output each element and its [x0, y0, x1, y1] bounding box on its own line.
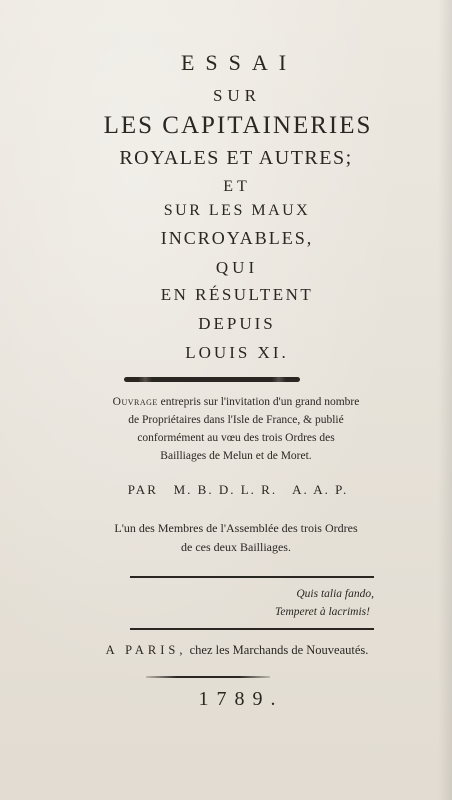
imprint-publisher: chez les Marchands de Nouveautés.	[186, 643, 369, 657]
imprint-line	[0, 643, 452, 658]
title-en-resultent: EN RÉSULTENT	[160, 285, 314, 304]
author-initials: PAR M. B. D. L. R. A. A. P.	[127, 482, 349, 497]
title-sur: SUR	[212, 86, 262, 105]
title-et: ET	[223, 178, 251, 195]
ornamental-rule	[124, 377, 300, 382]
epigraph-line-1: Quis talia fando,	[296, 588, 374, 600]
author-role-line-2: de ces deux Bailliages.	[181, 540, 291, 554]
short-rule	[146, 676, 270, 678]
description-paragraph	[0, 393, 452, 465]
title-incroyables: INCROYABLES,	[160, 228, 314, 248]
description-line-3: conformément au vœu des trois Ordres des	[137, 432, 335, 444]
title-essai: ESSAI	[180, 50, 298, 75]
author-role-line-1: L'un des Membres de l'Assemblée des trois Ordres	[114, 521, 358, 535]
publication-year: 1789.	[198, 688, 284, 710]
description-line-1-rest: entrepris sur l'invitation d'un grand nombre	[157, 396, 360, 408]
title-royales: ROYALES ET AUTRES;	[119, 147, 353, 169]
description-lead-word: Ouvrage	[112, 396, 158, 408]
title-louis-xi: LOUIS XI.	[185, 343, 289, 362]
author-role	[0, 519, 452, 557]
imprint-city: A PARIS,	[105, 643, 187, 657]
title-qui: QUI	[215, 258, 259, 277]
description-line-1	[20, 393, 452, 411]
title-sur-les-maux: SUR LES MAUX	[163, 202, 311, 219]
title-depuis: DEPUIS	[198, 314, 276, 333]
description-line-4: Bailliages de Melun et de Moret.	[160, 450, 312, 462]
page-edge-shadow	[438, 0, 452, 800]
epigraph-line-2: Temperet à lacrimis!	[275, 606, 370, 618]
title-capitaineries: LES CAPITAINERIES	[103, 112, 373, 139]
divider-rule-bottom	[130, 628, 374, 630]
description-line-2: de Propriétaires dans l'Isle de France, & publié	[128, 414, 344, 426]
author-line	[0, 482, 452, 498]
divider-rule-top	[130, 576, 374, 578]
